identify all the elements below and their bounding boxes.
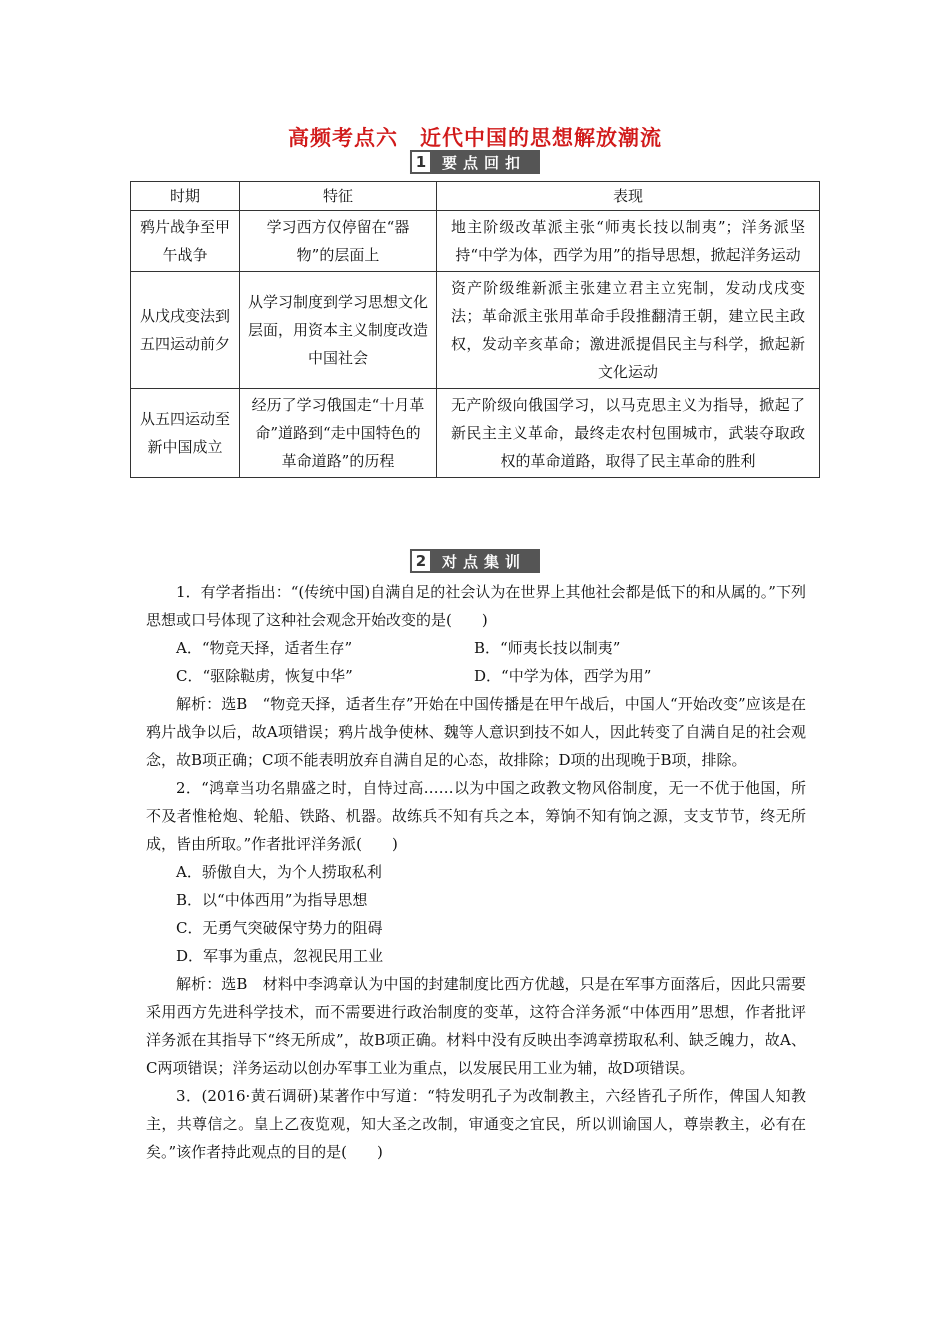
exercise-section bbox=[146, 578, 806, 1166]
option-b: B．以“中体西用”为指导思想 bbox=[176, 891, 368, 909]
table-row bbox=[131, 211, 820, 272]
performance-cell: 地主阶级改革派主张“师夷长技以制夷”；洋务派坚持“中学为体，西学为用”的指导思想，掀起洋务运动 bbox=[437, 211, 820, 272]
section-number: 2 bbox=[410, 549, 432, 573]
option-c: C．“驱除鞑虏，恢复中华” bbox=[176, 667, 353, 685]
feature-cell: 学习西方仅停留在“器物”的层面上 bbox=[240, 211, 437, 272]
options-row bbox=[146, 634, 806, 662]
options-row bbox=[146, 662, 806, 690]
question-2-analysis: 解析：选B 材料中李鸿章认为中国的封建制度比西方优越，只是在军事方面落后，因此只需要采用西方先进科学技术，而不需要进行政治制度的变革，这符合洋务派“中体西用”思想，作者批评洋务派在其指导下“终无所成”，故B项正确。材料中没有反映出李鸿章捞取私利、缺乏魄力，故A、C两项错误；洋务运动以创办军事工业为重点，以发展民用工业为辅，故D项错误。 bbox=[146, 975, 806, 1077]
question-2-stem: 2．“鸿章当功名鼎盛之时，自恃过高……以为中国之政教文物风俗制度，无一不优于他国，所不及者惟枪炮、轮船、铁路、机器。故练兵不知有兵之本，筹饷不知有饷之源，支支节节，终无所成，皆由所取。”作者批评洋务派( ) bbox=[146, 779, 806, 853]
question-3-stem: 3．(2016·黄石调研)某著作中写道：“特发明孔子为改制教主，六经皆孔子所作，俾国人知教主，共尊信之。皇上乙夜览观，知大圣之改制，审通变之宜民，所以训谕国人，尊崇教主，必有在矣。”该作者持此观点的目的是( ) bbox=[146, 1087, 806, 1161]
table-header: 时期 bbox=[131, 182, 240, 211]
period-cell: 从五四运动至新中国成立 bbox=[131, 389, 240, 478]
performance-cell: 无产阶级向俄国学习，以马克思主义为指导，掀起了新民主主义革命，最终走农村包围城市，武装夺取政权的革命道路，取得了民主革命的胜利 bbox=[437, 389, 820, 478]
table-row bbox=[131, 389, 820, 478]
performance-cell: 资产阶级维新派主张建立君主立宪制，发动戊戌变法；革命派主张用革命手段推翻清王朝，建立民主政权，发动辛亥革命；激进派提倡民主与科学，掀起新文化运动 bbox=[437, 272, 820, 389]
option-d: D．军事为重点，忽视民用工业 bbox=[176, 947, 384, 965]
option-b: B．“师夷长技以制夷” bbox=[474, 639, 621, 657]
section-banner-1 bbox=[410, 150, 540, 174]
option-a: A．“物竞天择，适者生存” bbox=[176, 639, 353, 657]
page-title bbox=[0, 122, 950, 152]
table-header: 特征 bbox=[240, 182, 437, 211]
feature-cell: 从学习制度到学习思想文化层面，用资本主义制度改造中国社会 bbox=[240, 272, 437, 389]
option-d: D．“中学为体，西学为用” bbox=[474, 667, 652, 685]
option-c: C．无勇气突破保守势力的阻碍 bbox=[176, 919, 383, 937]
section-label: 要点回扣 bbox=[441, 153, 527, 172]
feature-cell: 经历了学习俄国走“十月革命”道路到“走中国特色的革命道路”的历程 bbox=[240, 389, 437, 478]
section-number: 1 bbox=[410, 150, 432, 174]
period-cell: 从戊戌变法到五四运动前夕 bbox=[131, 272, 240, 389]
table-row bbox=[131, 272, 820, 389]
period-cell: 鸦片战争至甲午战争 bbox=[131, 211, 240, 272]
title-part1: 高频考点六 bbox=[288, 125, 398, 150]
title-part2: 近代中国的思想解放潮流 bbox=[420, 125, 662, 150]
question-1-analysis: 解析：选B “物竞天择，适者生存”开始在中国传播是在甲午战后，中国人“开始改变”应该是在鸦片战争以后，故A项错误；鸦片战争使林、魏等人意识到技不如人，因此转变了自满自足的社会观念，故B项正确；C项不能表明放弃自满自足的心态，故排除；D项的出现晚于B项，排除。 bbox=[146, 695, 806, 769]
option-a: A．骄傲自大，为个人捞取私利 bbox=[176, 863, 382, 881]
table-header: 表现 bbox=[437, 182, 820, 211]
table-header-row bbox=[131, 182, 820, 211]
question-1-stem: 1．有学者指出：“(传统中国)自满自足的社会认为在世界上其他社会都是低下的和从属的。”下列思想或口号体现了这种社会观念开始改变的是( ) bbox=[146, 583, 806, 629]
summary-table bbox=[130, 181, 820, 478]
section-label: 对点集训 bbox=[441, 552, 527, 571]
section-banner-2 bbox=[410, 549, 540, 573]
